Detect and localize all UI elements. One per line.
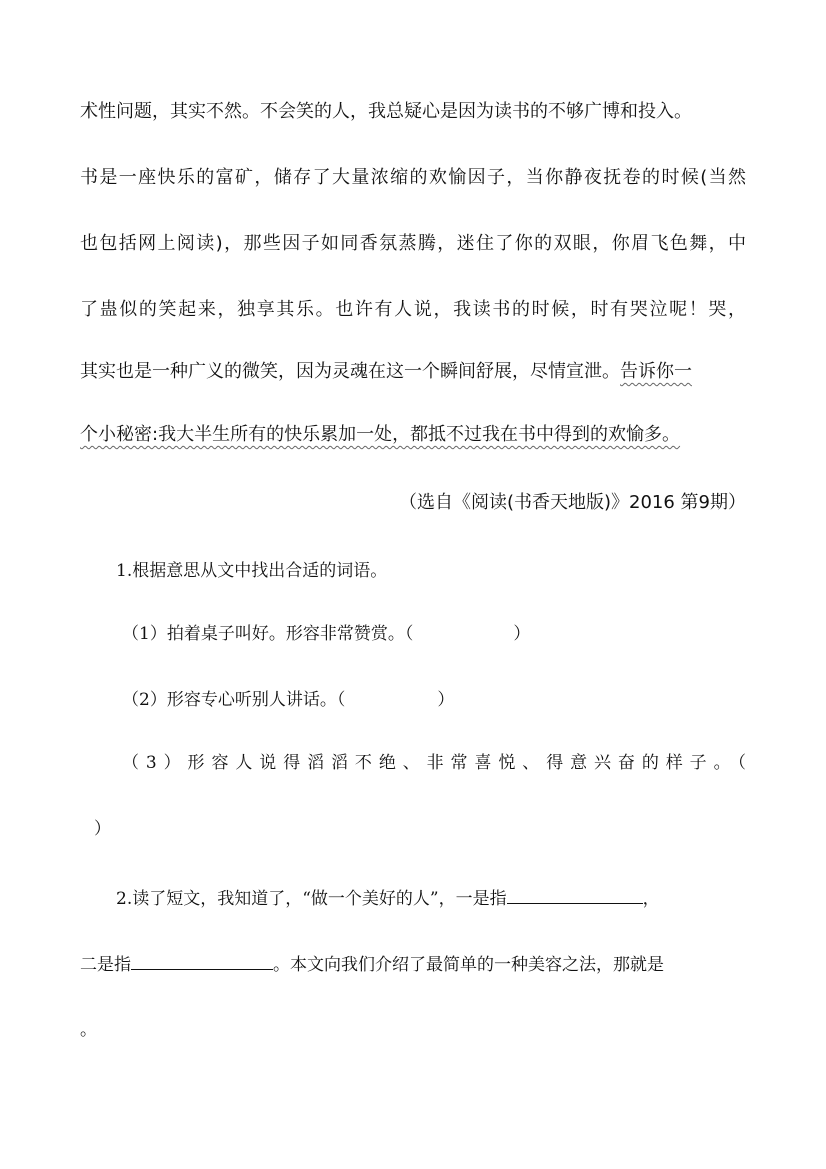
passage-line: 术性问题，其实不然。不会笑的人，我总疑心是因为读书的不够广博和投入。 (80, 101, 692, 122)
item-text: （1）拍着桌子叫好。形容非常赞赏。（ (122, 624, 414, 644)
question-text: ， (642, 889, 660, 909)
answer-blank[interactable] (131, 953, 273, 970)
question-item (122, 688, 788, 712)
item-close: ） (513, 624, 531, 644)
passage-line: 书是一座快乐的富矿，储存了大量浓缩的欢愉因子，当你静夜抚卷的时候(当然 (80, 167, 746, 188)
question-line (80, 953, 746, 977)
citation: （选自《阅读(书香天地版)》2016 第9期） (398, 492, 746, 513)
item-text: （2）形容专心听别人讲话。（ (122, 690, 346, 710)
question-text: 。本文向我们介绍了最简单的一种美容之法，那就是 (273, 955, 664, 975)
wavy-underlined-text: 告诉你一 (620, 361, 692, 382)
passage-line: 了蛊似的笑起来，独享其乐。也许有人说，我读书的时候，时有哭泣呢！哭， (80, 299, 746, 320)
question-title: 1.根据意思从文中找出合适的词语。 (116, 561, 388, 581)
question-line (116, 887, 782, 911)
question-item (122, 622, 788, 646)
passage-text: 其实也是一种广义的微笑，因为灵魂在这一个瞬间舒展，尽情宣泄。 (80, 361, 620, 382)
question-text: 。 (80, 1020, 97, 1040)
passage-line (80, 423, 746, 447)
answer-blank[interactable] (507, 887, 643, 904)
wavy-underlined-text: 个小秘密:我大半生所有的快乐累加一处，都抵不过我在书中得到的欢愉多。 (80, 424, 681, 445)
item-close: ） (94, 819, 111, 839)
passage-line: 也包括网上阅读)，那些因子如同香氛蒸腾，迷住了你的双眼，你眉飞色舞，中 (80, 233, 746, 254)
passage-line (80, 360, 746, 384)
question-item: （3）形容人说得滔滔不绝、非常喜悦、得意兴奋的样子。（ (122, 753, 746, 773)
item-close: ） (437, 690, 455, 710)
question-text: 2.读了短文，我知道了，“做一个美好的人”，一是指 (116, 889, 507, 909)
question-text: 二是指 (80, 955, 131, 975)
